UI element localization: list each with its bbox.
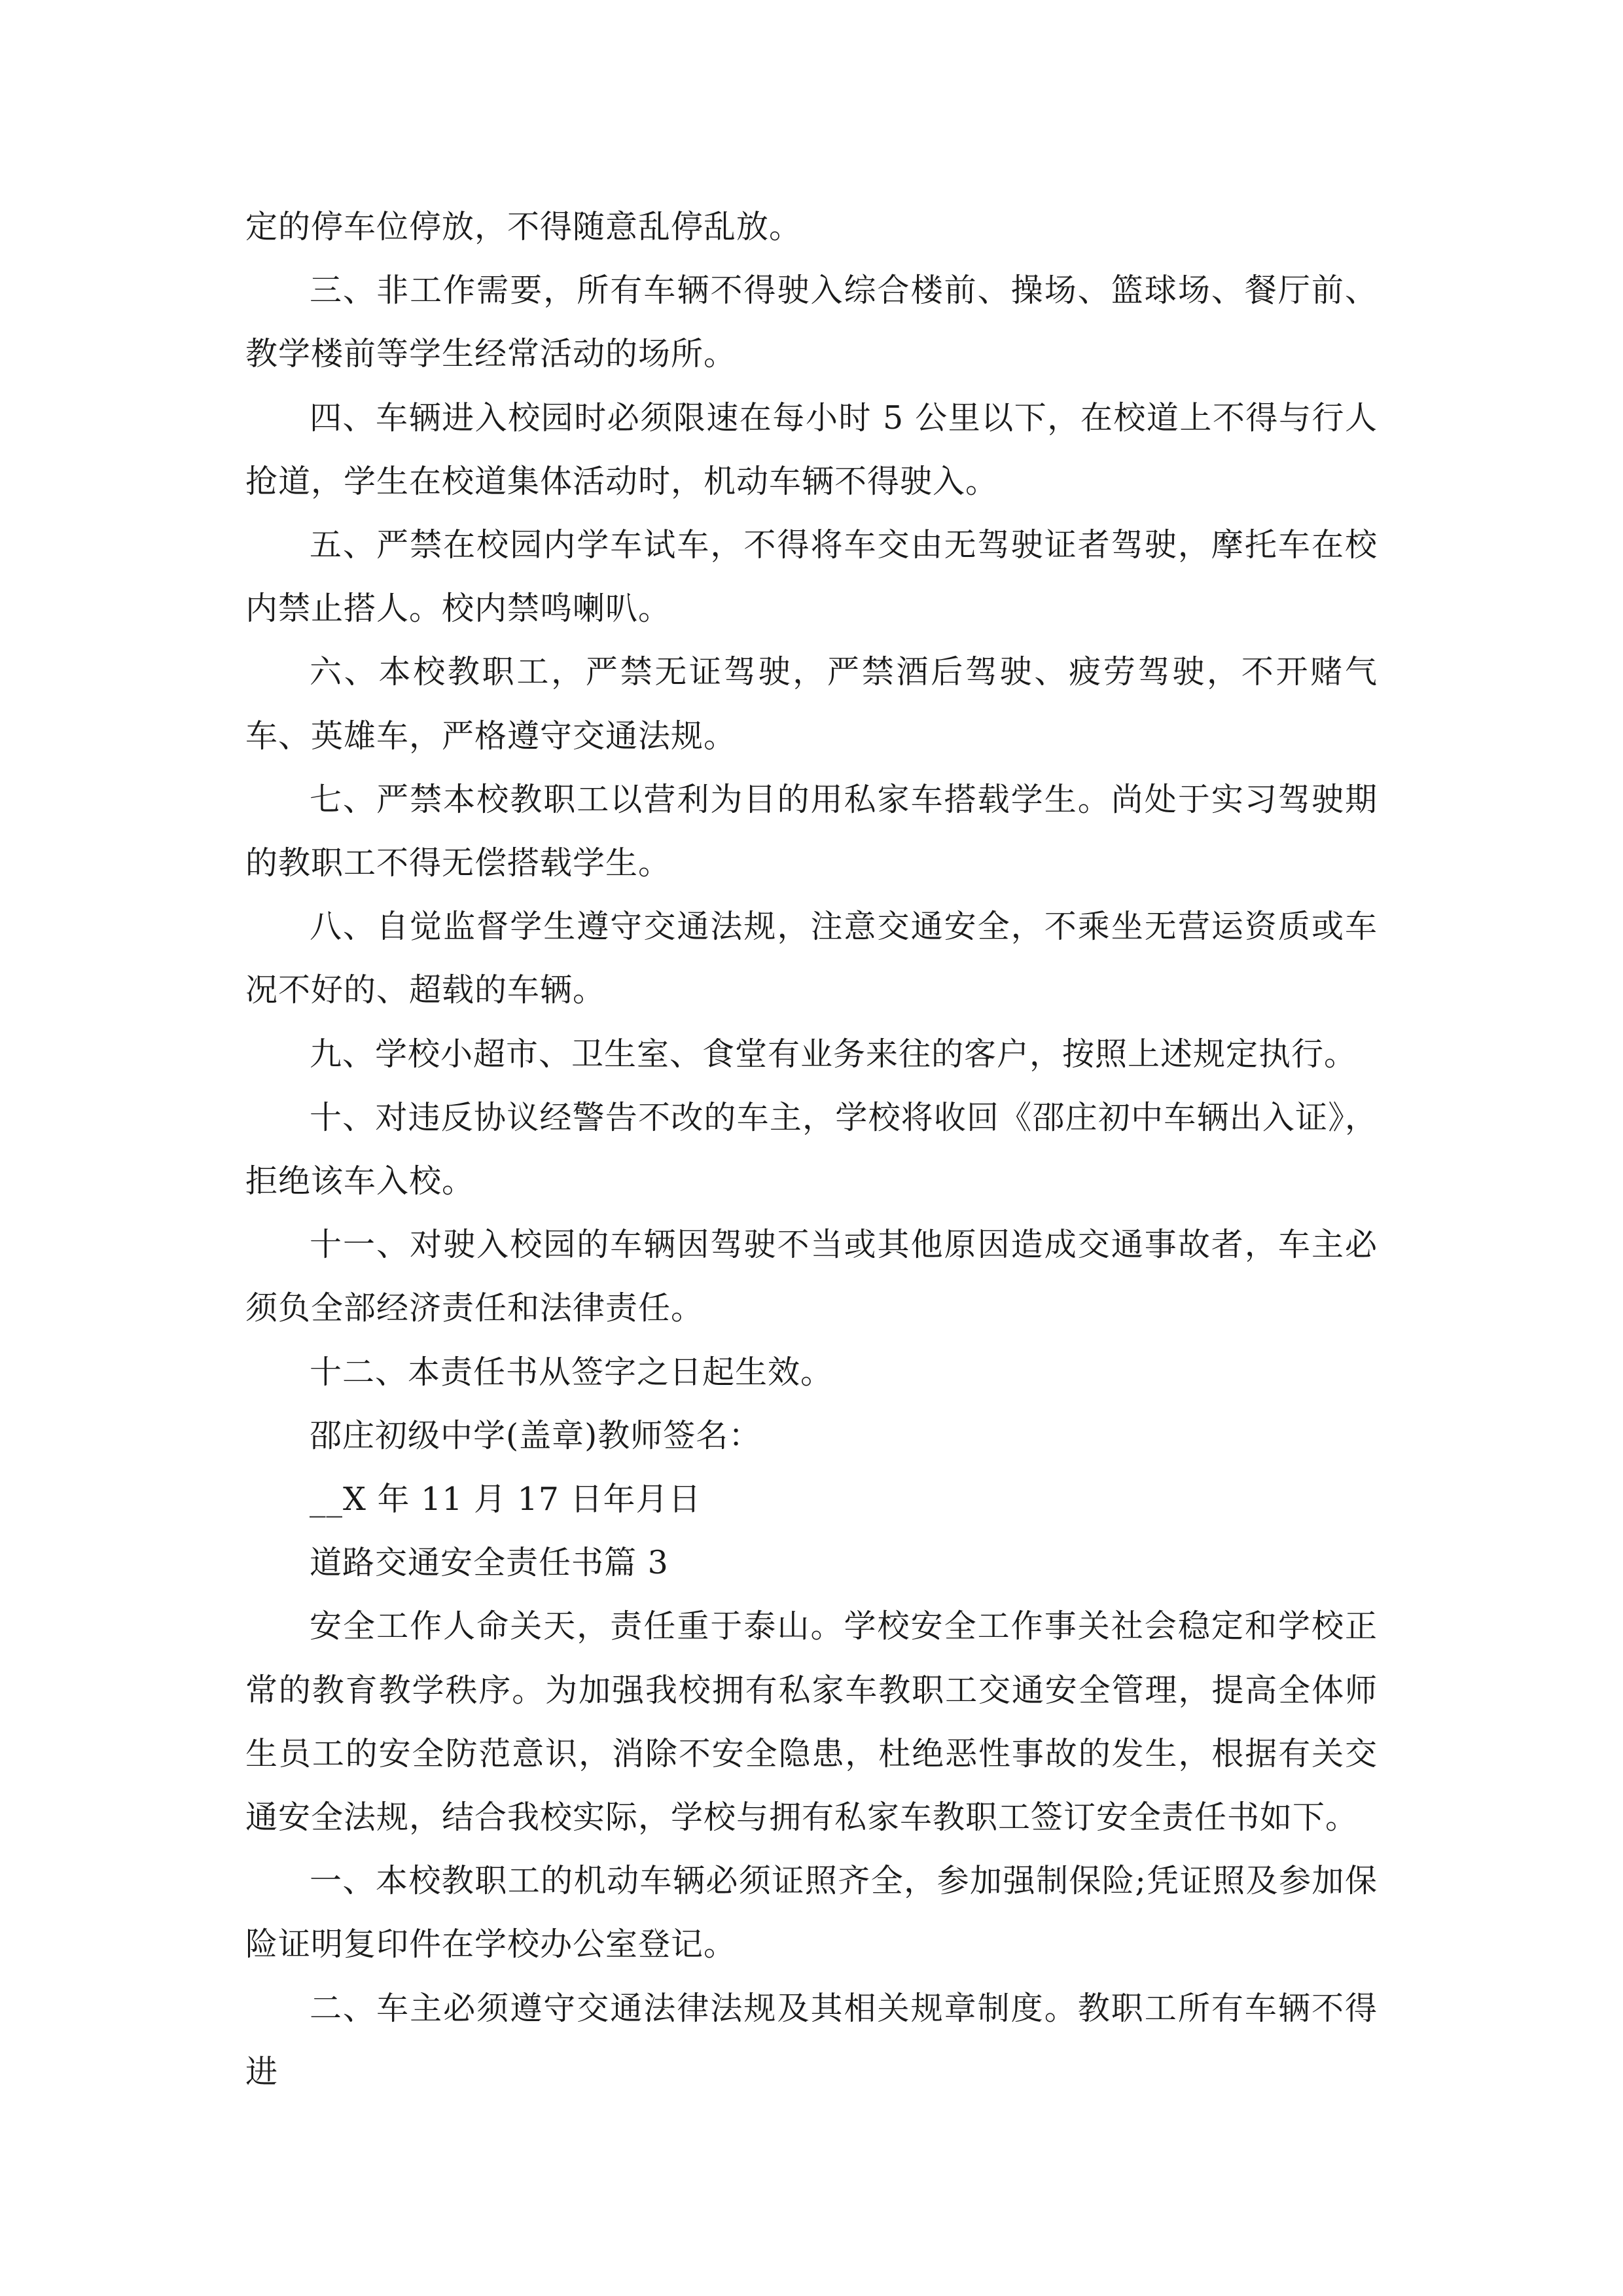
paragraph: 十、对违反协议经警告不改的车主，学校将收回《邵庄初中车辆出入证》，拒绝该车入校。 [245, 1098, 1378, 1200]
section-heading: 道路交通安全责任书篇 3 [310, 1544, 669, 1582]
paragraph: 十一、对驶入校园的车辆因驾驶不当或其他原因造成交通事故者，车主必须负全部经济责任和法律责任。 [245, 1226, 1378, 1327]
paragraph: 安全工作人命关天，责任重于泰山。学校安全工作事关社会稳定和学校正常的教育教学秩序。为加强我校拥有私家车教职工交通安全管理，提高全体师生员工的安全防范意识，消除不安全隐患，杜绝恶性事故的发生，根据有关交通安全法规，结合我校实际，学校与拥有私家车教职工签订安全责任书如下。 [245, 1607, 1378, 1837]
paragraph: 五、严禁在校园内学车试车，不得将车交由无驾驶证者驾驶，摩托车在校内禁止搭人。校内禁鸣喇叭。 [245, 526, 1378, 628]
paragraph: 六、本校教职工，严禁无证驾驶，严禁酒后驾驶、疲劳驾驶，不开赌气车、英雄车，严格遵守交通法规。 [245, 653, 1378, 755]
signature-line: 邵庄初级中学(盖章)教师签名： [310, 1416, 762, 1454]
paragraph: 十二、本责任书从签字之日起生效。 [310, 1353, 834, 1391]
paragraph: 三、非工作需要，所有车辆不得驶入综合楼前、操场、篮球场、餐厅前、教学楼前等学生经常活动的场所。 [245, 272, 1378, 373]
paragraph: 九、学校小超市、卫生室、食堂有业务来往的客户，按照上述规定执行。 [310, 1035, 1357, 1073]
paragraph: 二、车主必须遵守交通法律法规及其相关规章制度。教职工所有车辆不得进 [245, 1989, 1378, 2090]
paragraph: 七、严禁本校教职工以营利为目的用私家车搭载学生。尚处于实习驾驶期的教职工不得无偿搭载学生。 [245, 780, 1378, 882]
document-body [245, 195, 1378, 2104]
paragraph: 定的停车位停放，不得随意乱停乱放。 [245, 208, 802, 245]
paragraph: 八、自觉监督学生遵守交通法规，注意交通安全，不乘坐无营运资质或车况不好的、超载的车辆。 [245, 908, 1378, 1009]
date-line: __X 年 11 月 17 日年月日 [310, 1480, 702, 1518]
paragraph: 四、车辆进入校园时必须限速在每小时 5 公里以下，在校道上不得与行人抢道，学生在校道集体活动时，机动车辆不得驶入。 [245, 399, 1378, 500]
paragraph: 一、本校教职工的机动车辆必须证照齐全，参加强制保险;凭证照及参加保险证明复印件在学校办公室登记。 [245, 1862, 1378, 1964]
